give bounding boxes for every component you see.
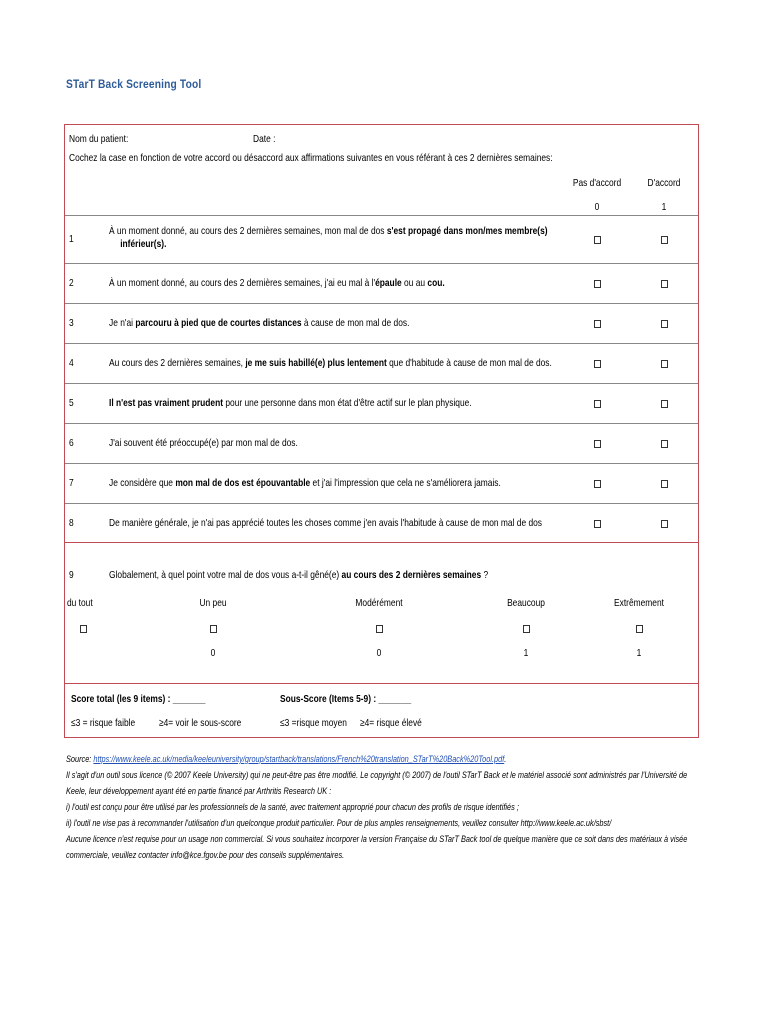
source-link[interactable]: https://www.keele.ac.uk/media/keeleuniversity/group/startback/translations/French%20translation_STarT%20Back%20Tool.pdf (93, 754, 505, 764)
total-low-risk: ≤3 = risque faible (71, 717, 136, 729)
q9-option-checkbox[interactable] (210, 625, 217, 633)
checkbox-disagree[interactable] (594, 280, 601, 288)
license-line-6: commerciale, veuillez contacter info@kce.fgov.be pour des conseils supplémentaires. (66, 850, 345, 860)
patient-name-label: Nom du patient: (69, 133, 129, 145)
checkbox-disagree[interactable] (594, 236, 601, 244)
checkbox-disagree[interactable] (594, 400, 601, 408)
item-text: Au cours des 2 dernières semaines, je me suis habillé(e) plus lentement que d'habitude à cause de mon mal de dos. (109, 357, 552, 369)
license-line-1: Il s'agit d'un outil sous licence (© 2007 Keele University) qui ne peut-être pas être modifié. Le copyright (© 2007) de l'outil STarT Back et le matériel associé sont administrés par l'Université de (66, 770, 688, 780)
item-number: 3 (69, 317, 74, 329)
checkbox-agree[interactable] (661, 280, 668, 288)
checkbox-agree[interactable] (661, 236, 668, 244)
item-text: De manière générale, je n'ai pas apprécié toutes les choses comme j'en avais l'habitude à cause de mon mal de dos (109, 516, 542, 529)
checkbox-agree[interactable] (661, 520, 668, 528)
q9-option-score: 0 (376, 647, 382, 659)
license-line-5: Aucune licence n'est requise pour un usage non commercial. Si vous souhaitez incorporer la version Française du STarT Back tool de quelque manière que ce soit dans des matériaux à visée (66, 834, 688, 844)
q9-option-score: 0 (210, 647, 216, 659)
source-line: Source: https://www.keele.ac.uk/media/keeleuniversity/group/startback/translations/French%20translation_STarT%20Back%20Tool.pdf. (66, 754, 507, 764)
item-number: 1 (69, 233, 74, 245)
q9-option-score: 1 (636, 647, 642, 659)
divider (65, 215, 698, 216)
item-text: Je n'ai parcouru à pied que de courtes distances à cause de mon mal de dos. (109, 317, 410, 329)
q9-option-label: Modérément (355, 597, 403, 609)
column-agree-header: D'accord (647, 177, 681, 189)
total-high-note: ≥4= voir le sous-score (159, 717, 242, 729)
instructions: Cochez la case en fonction de votre accord ou désaccord aux affirmations suivantes en vous référant à ces 2 dernières semaines: (69, 152, 553, 164)
checkbox-disagree[interactable] (594, 360, 601, 368)
sub-medium-risk: ≤3 =risque moyen (280, 717, 347, 729)
item-number: 6 (69, 437, 74, 449)
sub-score-label: Sous-Score (Items 5-9) : _______ (280, 693, 412, 705)
total-score-label: Score total (les 9 items) : _______ (71, 693, 206, 705)
item-number: 8 (69, 516, 74, 529)
license-line-2: Keele, leur développement ayant été en partie financé par Arthritis Research UK : (66, 786, 332, 796)
item-text: Il n'est pas vraiment prudent pour une personne dans mon état d'être actif sur le plan physique. (109, 397, 472, 409)
divider (65, 263, 698, 264)
checkbox-disagree[interactable] (594, 480, 601, 488)
divider (65, 343, 698, 344)
item-number: 7 (69, 477, 74, 489)
q9-option-label: Extrêmement (614, 597, 664, 609)
checkbox-agree[interactable] (661, 440, 668, 448)
divider (65, 383, 698, 384)
checkbox-agree[interactable] (661, 480, 668, 488)
questionnaire-frame (64, 124, 699, 738)
checkbox-disagree[interactable] (594, 520, 601, 528)
license-line-3: i) l'outil est conçu pour être utilisé par les professionnels de la santé, avec traitement approprié pour chacun des profils de risque identifiés ; (66, 802, 519, 812)
item-text: J'ai souvent été préoccupé(e) par mon mal de dos. (109, 437, 298, 449)
q9-option-checkbox[interactable] (376, 625, 383, 633)
item-number: 2 (69, 277, 74, 289)
page-title: STarT Back Screening Tool (66, 77, 202, 91)
question-9-number: 9 (69, 569, 74, 581)
checkbox-disagree[interactable] (594, 320, 601, 328)
divider (65, 683, 698, 684)
score-agree: 1 (661, 201, 667, 213)
column-disagree-header: Pas d'accord (572, 177, 622, 189)
item-number: 5 (69, 397, 74, 409)
q9-option-checkbox[interactable] (636, 625, 643, 633)
score-disagree: 0 (594, 201, 600, 213)
q9-option-checkbox[interactable] (80, 625, 87, 633)
item-number: 4 (69, 357, 74, 369)
sub-high-risk: ≥4= risque élevé (360, 717, 422, 729)
checkbox-agree[interactable] (661, 360, 668, 368)
q9-option-label: Beaucoup (507, 597, 545, 609)
checkbox-agree[interactable] (661, 400, 668, 408)
item-text: Je considère que mon mal de dos est épouvantable et j'ai l'impression que cela ne s'améliorera jamais. (109, 477, 501, 489)
date-label: Date : (253, 133, 276, 145)
question-9-text: Globalement, à quel point votre mal de dos vous a-t-il gêné(e) au cours des 2 dernières semaines ? (109, 569, 489, 581)
divider (65, 423, 698, 424)
q9-option-label: Un peu (199, 597, 227, 609)
divider (65, 542, 698, 543)
item-text: À un moment donné, au cours des 2 dernières semaines, mon mal de dos s'est propagé dans mon/mes membre(s) inférieur(s). (109, 225, 548, 250)
checkbox-agree[interactable] (661, 320, 668, 328)
item-text: À un moment donné, au cours des 2 dernières semaines, j'ai eu mal à l'épaule ou au cou. (109, 277, 445, 289)
license-line-4: ii) l'outil ne vise pas à recommander l'utilisation d'un quelconque produit particulier. Pour de plus amples renseignements, veuillez consulter http://www.keele.ac.uk/sbst/ (66, 818, 612, 828)
divider (65, 303, 698, 304)
divider (65, 503, 698, 504)
divider (65, 463, 698, 464)
q9-option-label: du tout (67, 597, 93, 609)
q9-option-score: 1 (523, 647, 529, 659)
checkbox-disagree[interactable] (594, 440, 601, 448)
q9-option-checkbox[interactable] (523, 625, 530, 633)
